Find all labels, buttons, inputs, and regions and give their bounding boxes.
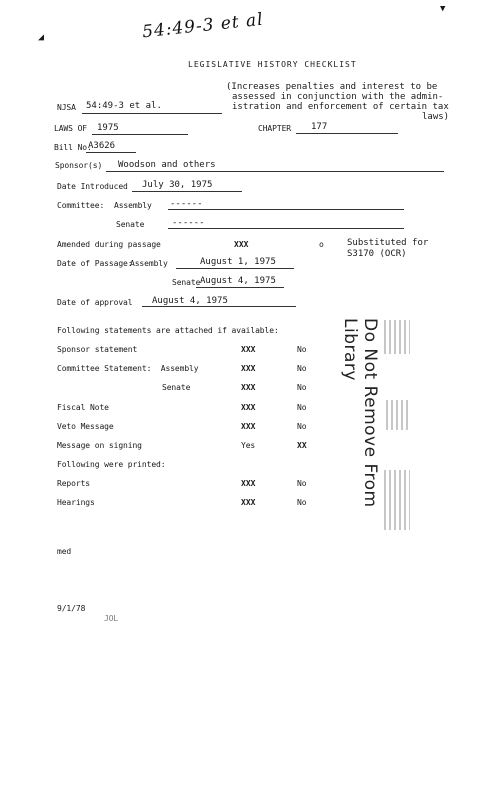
statement-row-label: Fiscal Note	[57, 403, 109, 412]
printed-row-no: No	[297, 498, 307, 507]
statement-row-label: Veto Message	[57, 422, 114, 431]
corner-mark-right: ▼	[440, 4, 446, 14]
statement-row-yes: XXX	[241, 383, 256, 392]
statement-row-no: No	[297, 383, 307, 392]
description-line-2: assessed in conjunction with the admin-	[232, 92, 444, 102]
approval-label: Date of approval	[57, 298, 133, 307]
footer-date: 9/1/78	[57, 604, 86, 613]
committee-assembly-underline	[168, 209, 404, 210]
approval-value: August 4, 1975	[152, 296, 228, 306]
printed-row-yes: XXX	[241, 479, 256, 488]
committee-assembly-value: ------	[170, 199, 203, 209]
committee-senate-value: ------	[172, 218, 205, 228]
committee-label: Committee:	[57, 201, 105, 210]
substituted-line-2: S3170 (OCR)	[347, 249, 407, 259]
stamp-smudge	[384, 320, 410, 354]
statement-row-no: No	[297, 345, 307, 354]
amended-yes: XXX	[234, 240, 249, 249]
statements-intro: Following statements are attached if available:	[57, 326, 279, 335]
statement-row-yes: XXX	[241, 364, 256, 373]
laws-of-underline	[92, 134, 188, 135]
njsa-label: NJSA	[57, 103, 76, 112]
sponsors-value: Woodson and others	[118, 160, 216, 170]
printed-row-yes: XXX	[241, 498, 256, 507]
passage-senate-underline	[196, 287, 284, 288]
substituted-line-1: Substituted for	[347, 238, 429, 248]
chapter-value: 177	[311, 122, 328, 132]
footer-signoff: JOL	[104, 614, 119, 623]
document-title: LEGISLATIVE HISTORY CHECKLIST	[188, 60, 357, 69]
statement-row-label: Committee Statement: Assembly	[57, 364, 199, 373]
printed-row-label: Hearings	[57, 498, 95, 507]
chapter-label: CHAPTER	[258, 124, 292, 133]
date-introduced-label: Date Introduced	[57, 182, 128, 191]
committee-senate-underline	[168, 228, 404, 229]
printed-row-label: Reports	[57, 479, 91, 488]
corner-mark-left: ◢	[38, 32, 45, 43]
statement-row-no: No	[297, 422, 307, 431]
statement-row-no: No	[297, 403, 307, 412]
passage-senate-value: August 4, 1975	[200, 276, 276, 286]
chapter-underline	[296, 133, 398, 134]
approval-underline	[142, 306, 296, 307]
footer-initials: med	[57, 547, 72, 556]
passage-label: Date of Passage:	[57, 259, 133, 268]
date-introduced-underline	[132, 191, 242, 192]
statement-row-yes: XXX	[241, 422, 256, 431]
njsa-value: 54:49-3 et al.	[86, 101, 162, 111]
bill-no-underline	[86, 152, 136, 153]
passage-assembly-underline	[176, 268, 294, 269]
handwritten-reference: 54:49-3 et al	[141, 9, 265, 43]
statement-row-yes: Yes	[241, 441, 256, 450]
printed-row-no: No	[297, 479, 307, 488]
description-line-4: laws)	[422, 112, 450, 122]
bill-no-label: Bill No.	[54, 143, 92, 152]
committee-assembly-label: Assembly	[114, 201, 152, 210]
passage-assembly-label: Assembly	[130, 259, 168, 268]
committee-senate-label: Senate	[116, 220, 145, 229]
statement-row-label: Message on signing	[57, 441, 142, 450]
printed-intro: Following were printed:	[57, 460, 166, 469]
njsa-underline	[82, 113, 222, 114]
sponsors-label: Sponsor(s)	[55, 161, 103, 170]
statement-row-no: No	[297, 364, 307, 373]
statement-row-yes: XXX	[241, 345, 256, 354]
library-stamp: Do Not Remove From Library	[340, 318, 380, 508]
bill-no-value: A3626	[88, 141, 116, 151]
stamp-smudge	[386, 400, 410, 430]
laws-of-label: LAWS OF	[54, 124, 88, 133]
date-introduced-value: July 30, 1975	[142, 180, 213, 190]
stamp-smudge	[384, 470, 410, 530]
description-line-3: istration and enforcement of certain tax	[232, 102, 449, 112]
laws-of-value: 1975	[97, 123, 119, 133]
amended-no: o	[319, 240, 324, 249]
sponsors-underline	[106, 171, 444, 172]
passage-senate-label: Senate	[172, 278, 201, 287]
statement-row-label: Sponsor statement	[57, 345, 138, 354]
passage-assembly-value: August 1, 1975	[200, 257, 276, 267]
statement-row-label: Senate	[162, 383, 191, 392]
statement-row-no: XX	[297, 441, 307, 450]
description-line-1: (Increases penalties and interest to be	[226, 82, 438, 92]
amended-label: Amended during passage	[57, 240, 161, 249]
statement-row-yes: XXX	[241, 403, 256, 412]
